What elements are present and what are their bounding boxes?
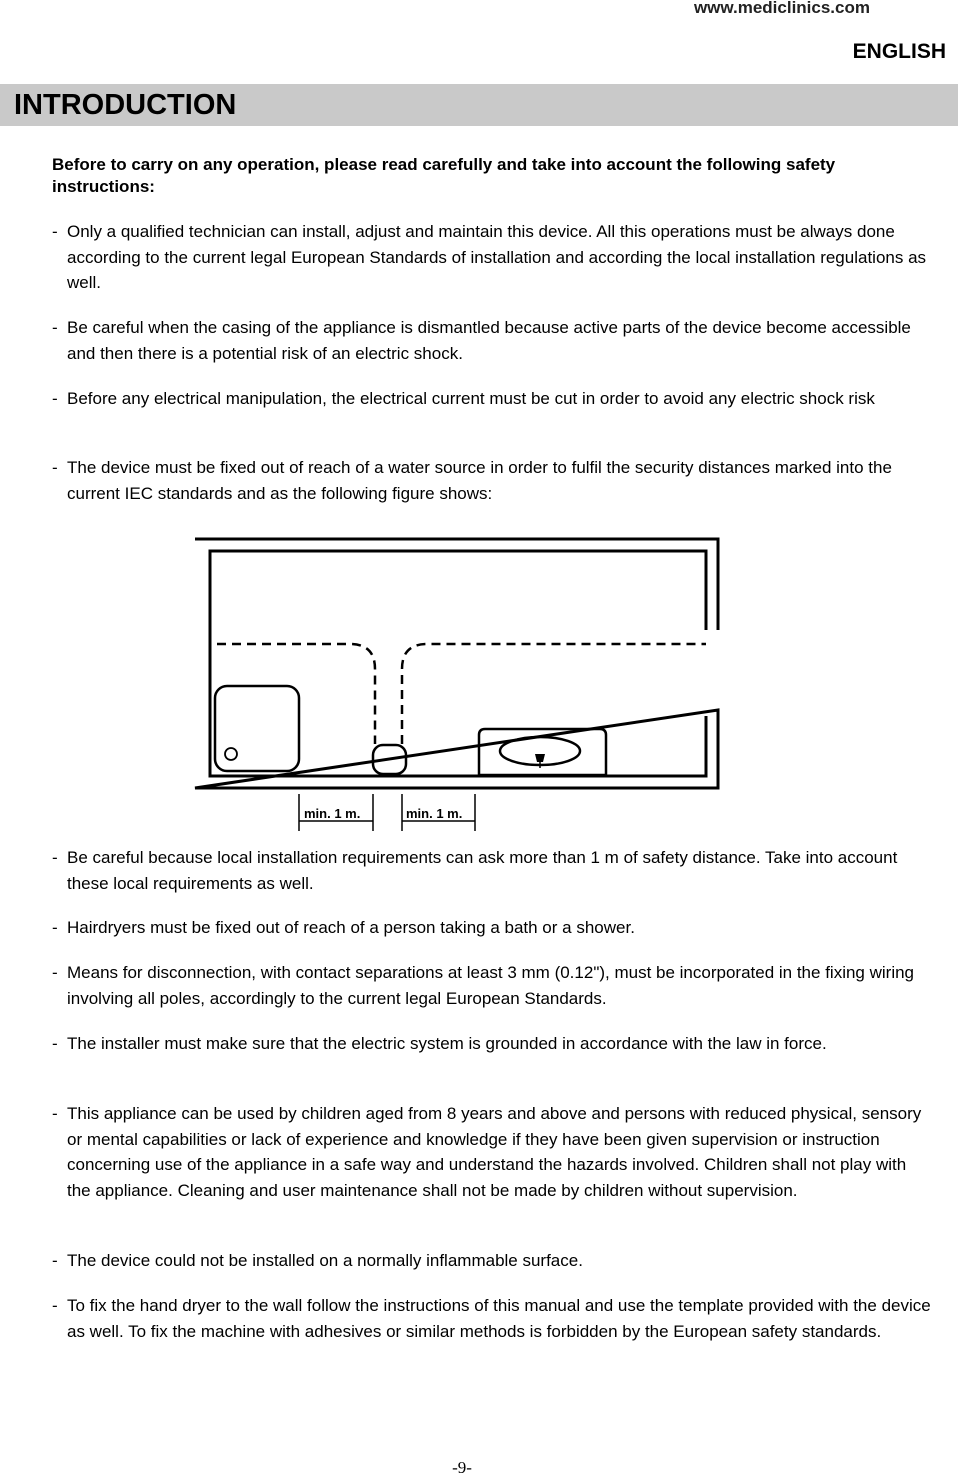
safety-item-text: Hairdryers must be fixed out of reach of a person taking a bath or a shower. [67,918,635,937]
safety-item-2 [52,315,932,366]
bullet-dash: - [52,1296,58,1315]
safety-zone-dashed-line [217,644,375,744]
safety-item-text: Be careful when the casing of the appliance is dismantled because active parts of the device become accessible and then there is a potential risk of an electric shock. [67,318,911,363]
bullet-dash: - [52,848,58,867]
bullet-dash: - [52,1034,58,1053]
distance-label: min. 1 m. [304,806,361,821]
section-title: INTRODUCTION [14,89,237,121]
safety-item-text: The device must be fixed out of reach of a water source in order to fulfil the security distances marked into the current IEC standards and as the following figure shows: [67,458,892,503]
bullet-dash: - [52,222,58,241]
intro-text: Before to carry on any operation, please read carefully and take into account the following safety instructions: [52,155,836,196]
safety-item-text: This appliance can be used by children aged from 8 years and above and persons with reduced physical, sensory or mental capabilities or lack of experience and knowledge if they have been given supervision or instruction concerning use of the appliance in a safe way and understand the hazards involved. Children shall not play with the appliance. Cleaning and user maintenance shall not be made by children without supervision. [67,1104,922,1200]
page-number: -9- [452,1458,472,1477]
safety-item-5 [52,845,932,896]
website-url: www.mediclinics.com [693,0,870,17]
bullet-dash: - [52,458,58,477]
bullet-dash: - [52,318,58,337]
safety-item-7 [52,960,932,1011]
safety-item-text: Before any electrical manipulation, the electrical current must be cut in order to avoid any electric shock risk [67,389,875,408]
safety-distance-figure [190,534,730,834]
safety-item-text: Only a qualified technician can install, adjust and maintain this device. All this operations must be always done according to the current legal European Standards of installation and according the local installation regulations as well. [67,222,927,292]
safety-item-text: To fix the hand dryer to the wall follow the instructions of this manual and use the template provided with the device as well. To fix the machine with adhesives or similar methods is forbidden by the European safety standards. [67,1296,931,1341]
safety-item-1 [52,219,932,296]
bullet-dash: - [52,1251,58,1270]
safety-item-4 [52,455,932,506]
safety-item-9 [52,1101,932,1203]
safety-item-text: The installer must make sure that the electric system is grounded in accordance with the law in force. [67,1034,827,1053]
language-label: ENGLISH [852,40,946,63]
bullet-dash: - [52,963,58,982]
safety-item-text: The device could not be installed on a normally inflammable surface. [67,1251,583,1270]
bullet-dash: - [52,918,58,937]
safety-item-8 [52,1031,932,1057]
safety-item-3 [52,386,932,412]
bullet-dash: - [52,1104,58,1123]
safety-item-6 [52,915,932,941]
safety-item-11 [52,1293,932,1344]
safety-item-text: Be careful because local installation requirements can ask more than 1 m of safety distance. Take into account these local requirements as well. [67,848,898,893]
shower-drain [225,748,237,760]
bullet-dash: - [52,389,58,408]
safety-item-10 [52,1248,932,1274]
section-banner [0,84,958,126]
bathroom-wall-outline [195,539,718,788]
faucet-icon [535,754,545,762]
distance-label: min. 1 m. [406,806,463,821]
safety-item-text: Means for disconnection, with contact separations at least 3 mm (0.12"), must be incorporated in the fixing wiring involving all poles, accordingly to the current legal European Standards. [67,963,915,1008]
